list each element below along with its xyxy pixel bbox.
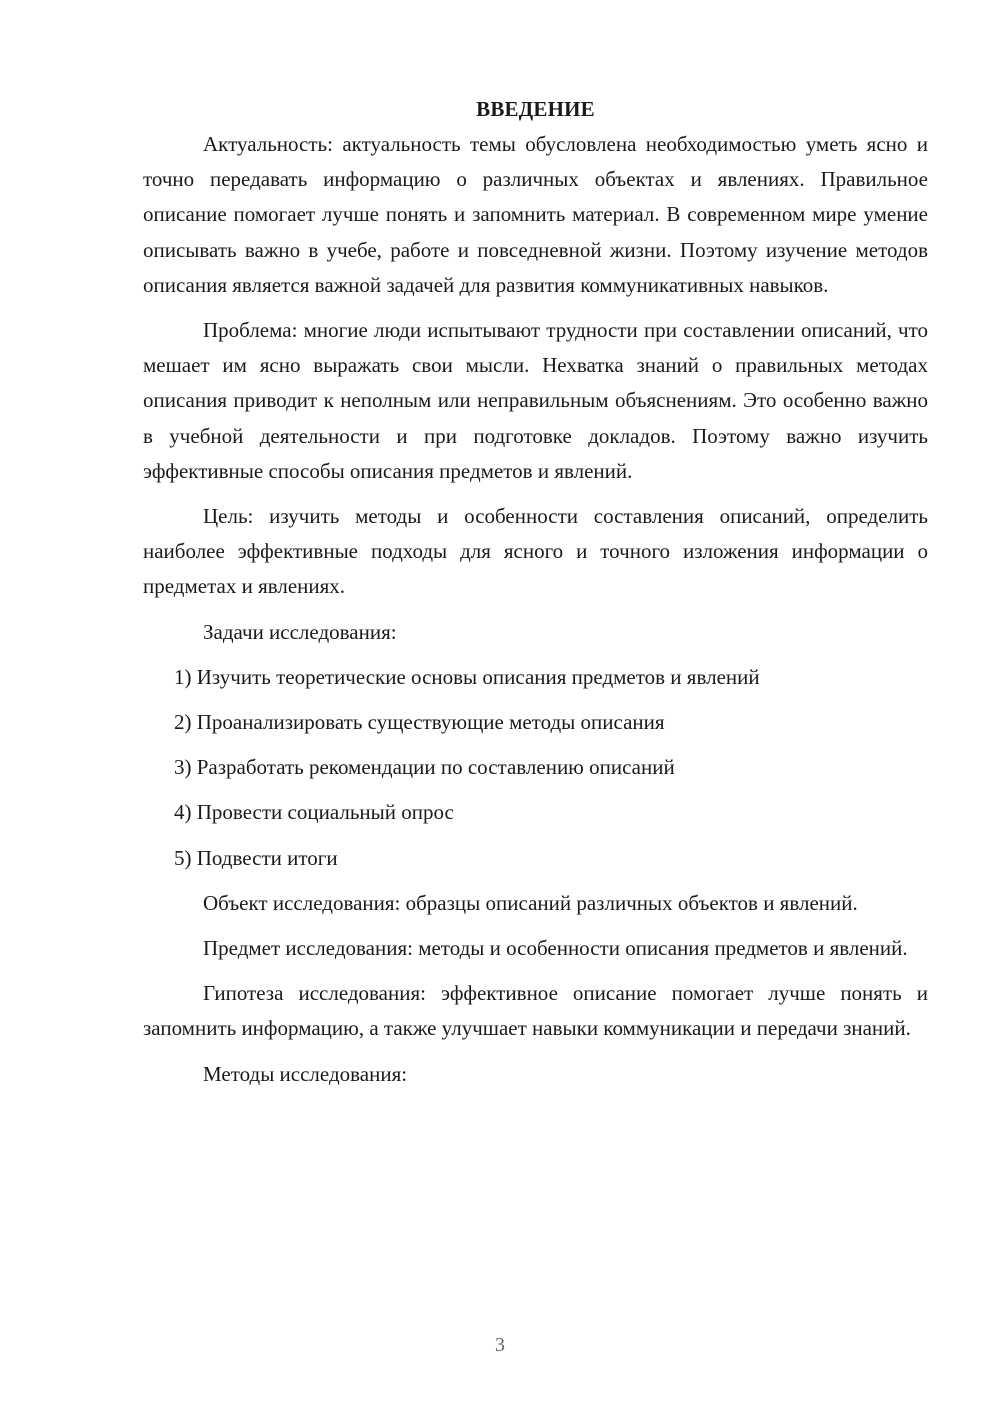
list-item: 5) Подвести итоги xyxy=(174,845,338,870)
list-item: 2) Проанализировать существующие методы описания xyxy=(174,710,665,735)
section-title: ВВЕДЕНИЕ xyxy=(476,97,595,121)
list-item: 1) Изучить теоретические основы описания предметов и явлений xyxy=(174,664,760,689)
list-item: 4) Провести социальный опрос xyxy=(174,800,454,825)
page-number: 3 xyxy=(495,1334,505,1356)
object-paragraph: Объект исследования: образцы описаний различных объектов и явлений. xyxy=(203,890,858,915)
problem-paragraph: Проблема: многие люди испытывают трудности при составлении описаний, что мешает им ясно выражать свои мысли. Нехватка знаний о правильных методах описания приводит к неполным или неправильным объяснениям. Это особенно важно в учебной деятельности и при подготовке докладов. Поэтому важно изучить эффективные способы описания предметов и явлений. xyxy=(143,318,928,483)
goal-paragraph: Цель: изучить методы и особенности составления описаний, определить наиболее эффективные подходы для ясного и точного изложения информации о предметах и явлениях. xyxy=(143,504,928,599)
subject-paragraph: Предмет исследования: методы и особенности описания предметов и явлений. xyxy=(203,936,908,961)
tasks-list xyxy=(143,660,928,876)
relevance-paragraph: Актуальность: актуальность темы обусловлена необходимостью уметь ясно и точно передавать информацию о различных объектах и явлениях. Правильное описание помогает лучше понять и запомнить материал. В современном мире умение описывать важно в учебе, работе и повседневной жизни. Поэтому изучение методов описания является важной задачей для развития коммуникативных навыков. xyxy=(143,132,928,297)
document-page xyxy=(143,92,928,1102)
methods-heading: Методы исследования: xyxy=(203,1061,408,1086)
hypothesis-paragraph: Гипотеза исследования: эффективное описание помогает лучше понять и запомнить информацию, а также улучшает навыки коммуникации и передачи знаний. xyxy=(143,981,928,1041)
tasks-heading: Задачи исследования: xyxy=(203,619,397,644)
list-item: 3) Разработать рекомендации по составлению описаний xyxy=(174,755,675,780)
